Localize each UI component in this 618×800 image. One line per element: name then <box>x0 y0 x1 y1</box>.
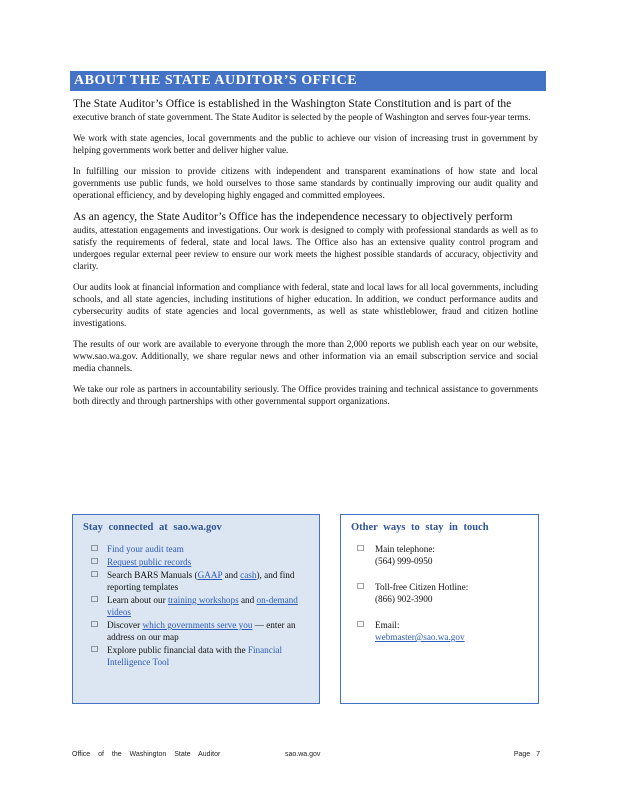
stay-connected-title: Stay connected at sao.wa.gov <box>83 522 222 533</box>
footer-website: sao.wa.gov <box>285 751 321 758</box>
footer-office: Office of the Washington State Auditor <box>72 751 221 758</box>
hotline-label: Toll-free Citizen Hotline: <box>375 582 469 592</box>
square-bullet-icon: ☐ <box>91 620 99 629</box>
which-governments-link[interactable]: which governments serve you <box>142 620 253 630</box>
square-bullet-icon: ☐ <box>91 557 99 566</box>
square-bullet-icon: ☐ <box>91 645 99 654</box>
list-item <box>91 556 319 568</box>
email-link[interactable]: webmaster@sao.wa.gov <box>375 632 465 642</box>
square-bullet-icon: ☐ <box>91 544 99 553</box>
list-item <box>91 594 319 618</box>
contact-item <box>357 543 538 567</box>
request-public-records-link[interactable]: Request public records <box>107 557 192 567</box>
contact-item <box>357 619 538 643</box>
other-ways-box <box>340 514 539 704</box>
paragraph-6: The results of our work are available to everyone through the more than 2,000 reports we publish each year on our website, www.sao.wa.gov. Additionally, we share regular news and other information via an email subscription service and social media channels. <box>73 339 538 373</box>
find-audit-team-link[interactable]: Find your audit team <box>107 544 184 554</box>
paragraph-7: We take our role as partners in accountability seriously. The Office provides training and technical assistance to governments both directly and through partnerships with other governmental support organizations. <box>73 384 538 406</box>
list-text: Discover <box>107 620 143 630</box>
paragraph-1: executive branch of state government. The State Auditor is selected by the people of Washington and serves four-year terms. <box>73 112 531 122</box>
square-bullet-icon: ☐ <box>91 595 99 604</box>
paragraph-1-lead: The State Auditor’s Office is established in the Washington State Constitution and is part of the <box>73 98 512 110</box>
list-item <box>91 644 319 668</box>
contact-list <box>341 543 538 643</box>
stay-connected-list <box>73 543 319 668</box>
paragraph-2: We work with state agencies, local governments and the public to achieve our vision of increasing trust in government by helping governments work better and deliver higher value. <box>73 133 538 155</box>
list-text: Learn about our <box>107 595 168 605</box>
other-ways-title: Other ways to stay in touch <box>351 522 489 533</box>
list-text: Search BARS Manuals ( <box>107 570 198 580</box>
list-text: ), and find reporting templates <box>107 570 295 592</box>
paragraph-4-lead: As an agency, the State Auditor’s Office has the independence necessary to objectively perform <box>73 211 513 223</box>
square-bullet-icon: ☐ <box>91 570 99 579</box>
square-bullet-icon: ☐ <box>357 620 365 629</box>
cash-link[interactable]: cash <box>240 570 257 580</box>
list-text: — enter an address on our map <box>107 620 296 642</box>
training-workshops-link[interactable]: training workshops <box>167 595 239 605</box>
contact-item <box>357 581 538 605</box>
page-footer <box>72 751 540 763</box>
paragraph-5: Our audits look at financial information and compliance with federal, state and local laws for all local governments, including schools, and all state agencies, including institutions of higher education. In addition, we conduct performance audits and cybersecurity audits of state agencies and local governments, as well as state whistleblower, fraud and citizen hotline investigations. <box>73 282 538 328</box>
square-bullet-icon: ☐ <box>357 544 365 553</box>
section-heading: ABOUT THE STATE AUDITOR’S OFFICE <box>70 71 546 91</box>
body-text <box>73 97 538 416</box>
main-telephone-label: Main telephone: <box>375 544 435 554</box>
stay-connected-box <box>72 514 320 704</box>
paragraph-3: In fulfilling our mission to provide citizens with independent and transparent examinations of how state and local governments use public funds, we hold ourselves to those same standards by continually improving our audit quality and operational efficiency, and by developing highly engaged and committed employees. <box>73 166 538 200</box>
paragraph-4: audits, attestation engagements and investigations. Our work is designed to comply with professional standards as well as to satisfy the requirements of federal, state and local laws. The Office also has an extensive quality control program and undergoes regular external peer review to ensure our work meets the highest possible standards of accuracy, objectivity and clarity. <box>73 225 538 271</box>
gaap-link[interactable]: GAAP <box>197 570 223 580</box>
financial-intelligence-tool-link[interactable]: Financial Intelligence Tool <box>107 645 283 667</box>
list-item <box>91 619 319 643</box>
list-text: and <box>222 570 241 580</box>
list-text: Explore public financial data with the <box>107 645 248 655</box>
on-demand-videos-link[interactable]: on-demand videos <box>107 595 298 617</box>
list-item <box>91 569 319 593</box>
email-label: Email: <box>375 620 400 630</box>
hotline-value: (866) 902-3900 <box>375 594 433 604</box>
main-telephone-value: (564) 999-0950 <box>375 556 433 566</box>
list-item <box>91 543 319 555</box>
square-bullet-icon: ☐ <box>357 582 365 591</box>
footer-page-number: Page 7 <box>513 751 540 758</box>
list-text: and <box>238 595 257 605</box>
